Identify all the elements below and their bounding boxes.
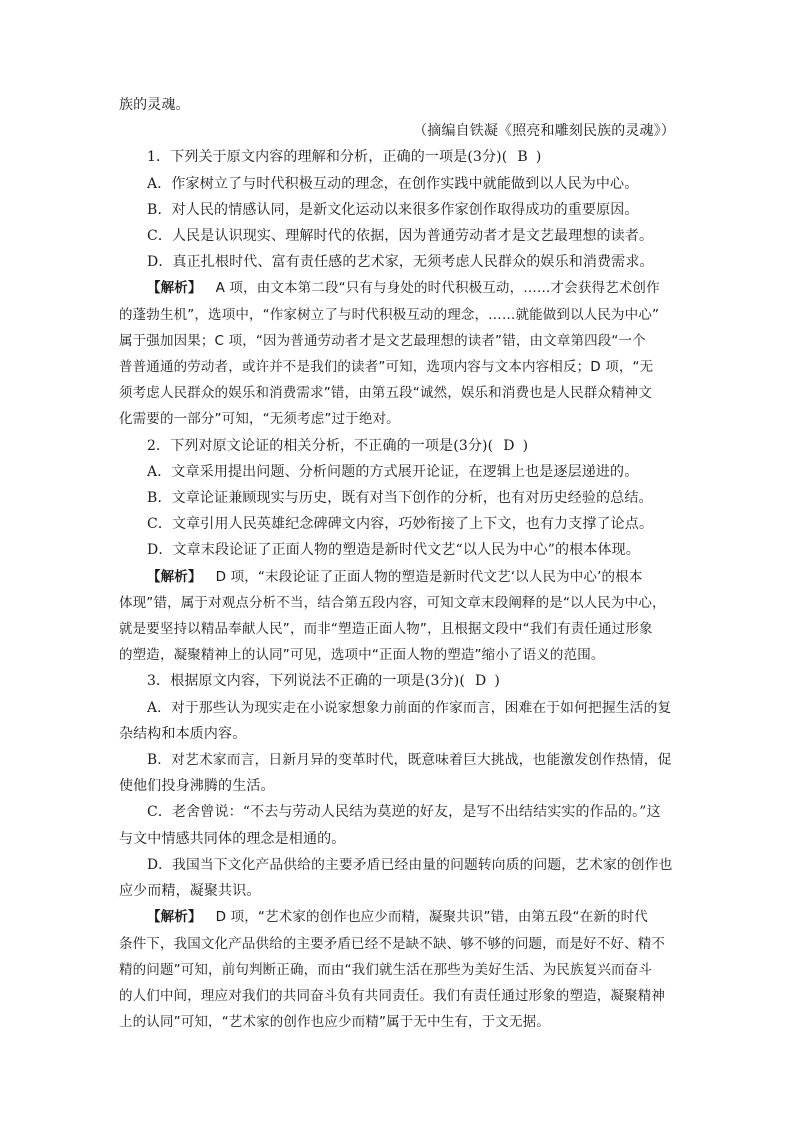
option-line: B．对人民的情感认同，是新文化运动以来很多作家创作取得成功的重要原因。 [147,201,639,218]
question-block [119,144,675,432]
analysis-line [119,354,675,380]
analysis-line [119,564,675,590]
question-block [119,433,675,669]
answer-close-paren: ) [494,673,500,690]
document-page [119,92,675,1035]
analysis-line [119,380,675,406]
answer-letter: D [503,437,515,454]
option-line: D．文章末段论证了正面人物的塑造是新时代文艺“以人民为中心”的根本体现。 [147,542,640,559]
analysis-text: A 项，由文本第二段“只有与身处的时代积极互动，……才会获得艺术创作 [215,280,660,297]
analysis-line [119,931,675,957]
analysis-text: 条件下，我国文化产品供给的主要矛盾已经不是缺不缺、够不够的问题，而是好不好、精不 [119,935,665,952]
option-line: A．文章采用提出问题、分析问题的方式展开论证，在逻辑上也是逐层递进的。 [147,463,639,480]
answer-close-paren: ) [535,149,542,166]
option-line: C．文章引用人民英雄纪念碑碑文内容，巧妙衔接了上下文，也有力支撑了论点。 [147,516,654,533]
analysis-line [119,1009,675,1035]
question-stem [119,144,675,170]
analysis-text: 的蓬勃生机”，选项中，“作家树立了与时代积极互动的理念，……就能做到以人民为中心” [119,306,660,323]
analysis-line [119,957,675,983]
analysis-line [119,406,675,432]
question-text: 1．下列关于原文内容的理解和分析，正确的一项是(3分)( [147,149,508,166]
passage-tail: 族的灵魂。 [119,97,190,113]
question-stem [119,668,675,694]
option-line: 与文中情感共同体的理念是相通的。 [119,830,346,847]
answer-letter: D [474,673,487,690]
option-line: D．真正扎根时代、富有责任感的艺术家，无须考虑人民群众的娱乐和消费需求。 [147,254,654,271]
analysis-text: 体现”错，属于对观点分析不当，结合第五段内容，可知文章末段阐释的是“以人民为中心， [119,594,666,611]
analysis-line [119,302,675,328]
option-line: 应少而精，凝聚共识。 [119,883,261,900]
questions-container [119,144,675,1035]
analysis-text: 的人们中间，理应对我们的共同奋斗负有共同责任。我们有责任通过形象的塑造，凝聚精神 [119,987,665,1004]
analysis-text: 的塑造，凝聚精神上的认同”可见，选项中“正面人物的塑造”缩小了语义的范围。 [119,647,605,664]
analysis-text: 普普通通的劳动者，或许并不是我们的读者”可知，选项内容与文本内容相反；D 项，“无 [119,359,654,376]
analysis-text: D 项，“末段论证了正面人物的塑造是新时代文艺‘以人民为中心’的根本 [215,568,643,585]
analysis-line [119,328,675,354]
analysis-text: 属于强加因果；C 项，“因为普通劳动者才是文艺最理想的读者”错，由文章第四段“一个 [119,332,646,349]
question-stem [119,433,675,459]
analysis-text: 就是要坚持以精品奉献人民”，而非“塑造正面人物”，且根据文段中“我们有责任通过形象 [119,621,653,638]
option-line: A．对于那些认为现实走在小说家想象力前面的作家而言，困难在于如何把握生活的复 [147,699,672,716]
passage-source: （摘编自铁凝《照亮和雕刻民族的灵魂》） [413,123,675,140]
analysis-label: 【解析】 [147,909,202,926]
analysis-text: 化需要的一部分”可知，“无须考虑”过于绝对。 [119,411,400,428]
analysis-line [119,983,675,1009]
analysis-text: 上的认同”可知，“艺术家的创作也应少而精”属于无中生有，于文无据。 [119,1014,550,1031]
analysis-label: 【解析】 [147,280,202,297]
answer-letter: B [517,149,528,166]
analysis-line [119,275,675,301]
question-text: 2．下列对原文论证的相关分析，不正确的一项是(3分)( [147,437,494,454]
analysis-line [119,642,675,668]
analysis-line [119,616,675,642]
question-block [119,668,675,1035]
analysis-text: D 项，“艺术家的创作也应少而精，凝聚共识”错，由第五段“在新的时代 [215,909,648,926]
option-line: B．对艺术家而言，日新月异的变革时代，既意味着巨大挑战，也能激发创作热情，促 [147,752,672,769]
option-line: 杂结构和本质内容。 [119,725,247,742]
analysis-label: 【解析】 [147,568,202,585]
option-line: D．我国当下文化产品供给的主要矛盾已经由量的问题转向质的问题，艺术家的创作也 [147,856,673,873]
option-line: C．人民是认识现实、理解时代的依据，因为普通劳动者才是文艺最理想的读者。 [147,228,654,245]
analysis-line [119,590,675,616]
question-text: 3．根据原文内容，下列说法不正确的一项是(3分)( [147,673,465,690]
answer-close-paren: ) [522,437,529,454]
option-line: 使他们投身沸腾的生活。 [119,778,275,795]
analysis-text: 须考虑人民群众的娱乐和消费需求”错，由第五段“诚然，娱乐和消费也是人民群众精神文 [119,385,652,402]
analysis-text: 精的问题”可知，前句判断正确，而由“我们就生活在那些为美好生活、为民族复兴而奋斗 [119,961,652,978]
option-line: C．老舍曾说：“不去与劳动人民结为莫逆的好友，是写不出结结实实的作品的。”这 [147,804,661,821]
option-line: B．文章论证兼顾现实与历史，既有对当下创作的分析，也有对历史经验的总结。 [147,490,653,507]
analysis-line [119,904,675,930]
option-line: A．作家树立了与时代积极互动的理念，在创作实践中就能做到以人民为中心。 [147,175,639,192]
